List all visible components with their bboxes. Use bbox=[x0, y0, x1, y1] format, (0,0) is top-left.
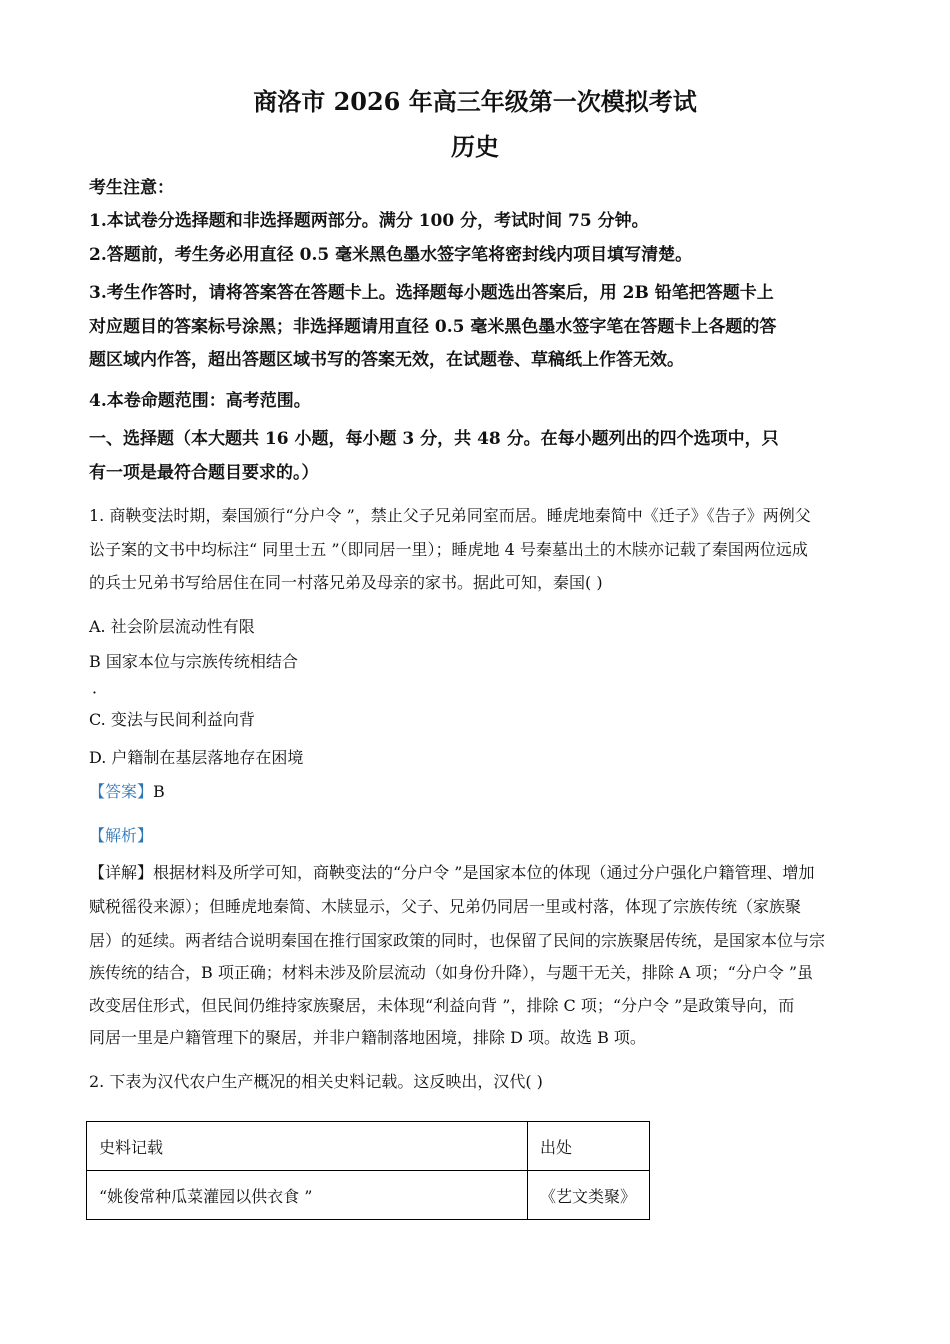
answer-value: B bbox=[153, 782, 165, 801]
q1-option-d: D. 户籍制在基层落地存在困境 bbox=[89, 748, 304, 767]
notice-item-3-line-1: 3.考生作答时，请将答案答在答题卡上。选择题每小题选出答案后，用 2B 铅笔把答题卡上 bbox=[89, 283, 774, 303]
q1-detail-line-1: 【详解】根据材料及所学可知，商鞅变法的“分户令 ”是国家本位的体现（通过分户强化户籍管理、增加 bbox=[89, 863, 815, 882]
section-heading-line-1: 一、选择题（本大题共 16 小题，每小题 3 分，共 48 分。在每小题列出的四个选项中，只 bbox=[89, 429, 779, 449]
section-heading-line-2: 有一项是最符合题目要求的。） bbox=[89, 463, 319, 483]
q1-detail-line-5: 改变居住形式，但民间仍维持家族聚居，未体现“利益向背 ”，排除 C 项；“分户令 ”是政策导向，而 bbox=[89, 996, 795, 1015]
source-table bbox=[86, 1121, 650, 1220]
q1-option-b-dot: ． bbox=[92, 678, 109, 697]
exam-title: 商洛市 2026 年高三年级第一次模拟考试 bbox=[253, 87, 697, 116]
table-header-cell: 史料记载 bbox=[87, 1122, 528, 1171]
notice-item-1: 1.本试卷分选择题和非选择题两部分。满分 100 分，考试时间 75 分钟。 bbox=[89, 211, 649, 231]
q1-option-c: C. 变法与民间利益向背 bbox=[89, 710, 255, 729]
q1-stem-line-2: 讼子案的文书中均标注“ 同里士五 ”（即同居一里）；睡虎地 4 号秦墓出土的木牍亦记载了秦国两位远成 bbox=[89, 540, 808, 559]
table-row bbox=[87, 1171, 650, 1220]
q1-option-b: B 国家本位与宗族传统相结合 bbox=[89, 652, 298, 671]
q1-detail-line-3: 居）的延续。两者结合说明秦国在推行国家政策的同时，也保留了民间的宗族聚居传统，是国家本位与宗 bbox=[89, 931, 826, 950]
q2-stem: 2. 下表为汉代农户生产概况的相关史料记载。这反映出，汉代( ) bbox=[89, 1072, 543, 1091]
notice-item-4: 4.本卷命题范围：高考范围。 bbox=[89, 391, 311, 411]
table-cell: 《艺文类聚》 bbox=[528, 1171, 650, 1220]
notice-heading: 考生注意： bbox=[89, 178, 174, 198]
analysis-label: 【解析】 bbox=[89, 826, 154, 845]
q1-answer bbox=[89, 779, 165, 802]
notice-item-3-line-2: 对应题目的答案标号涂黑；非选择题请用直径 0.5 毫米黑色墨水签字笔在答题卡上各题的答 bbox=[89, 317, 777, 337]
table-header-cell: 出处 bbox=[528, 1122, 650, 1171]
answer-label: 【答案】 bbox=[89, 782, 154, 801]
notice-item-2: 2.答题前，考生务必用直径 0.5 毫米黑色墨水签字笔将密封线内项目填写清楚。 bbox=[89, 245, 693, 265]
table-cell: “姚俊常种瓜菜灌园以供衣食 ” bbox=[87, 1171, 528, 1220]
notice-item-3-line-3: 题区域内作答，超出答题区域书写的答案无效，在试题卷、草稿纸上作答无效。 bbox=[89, 350, 684, 370]
q1-stem-line-3: 的兵士兄弟书写给居住在同一村落兄弟及母亲的家书。据此可知，秦国( ) bbox=[89, 573, 603, 592]
q1-detail-line-6: 同居一里是户籍管理下的聚居，并非户籍制落地困境，排除 D 项。故选 B 项。 bbox=[89, 1028, 646, 1047]
q1-stem-line-1: 1. 商鞅变法时期，秦国颁行“分户令 ”，禁止父子兄弟同室而居。睡虎地秦简中《迁子》《告子》两例父 bbox=[89, 506, 811, 525]
table-header-row bbox=[87, 1122, 650, 1171]
exam-subject: 历史 bbox=[451, 132, 499, 161]
q1-detail-line-2: 赋税徭役来源）；但睡虎地秦简、木牍显示，父子、兄弟仍同居一里或村落，体现了宗族传统（家族聚 bbox=[89, 897, 802, 916]
q1-option-a: A. 社会阶层流动性有限 bbox=[89, 617, 255, 636]
q1-detail-line-4: 族传统的结合，B 项正确；材料未涉及阶层流动（如身份升降），与题干无关，排除 A 项；“分户令 ”虽 bbox=[89, 963, 814, 982]
